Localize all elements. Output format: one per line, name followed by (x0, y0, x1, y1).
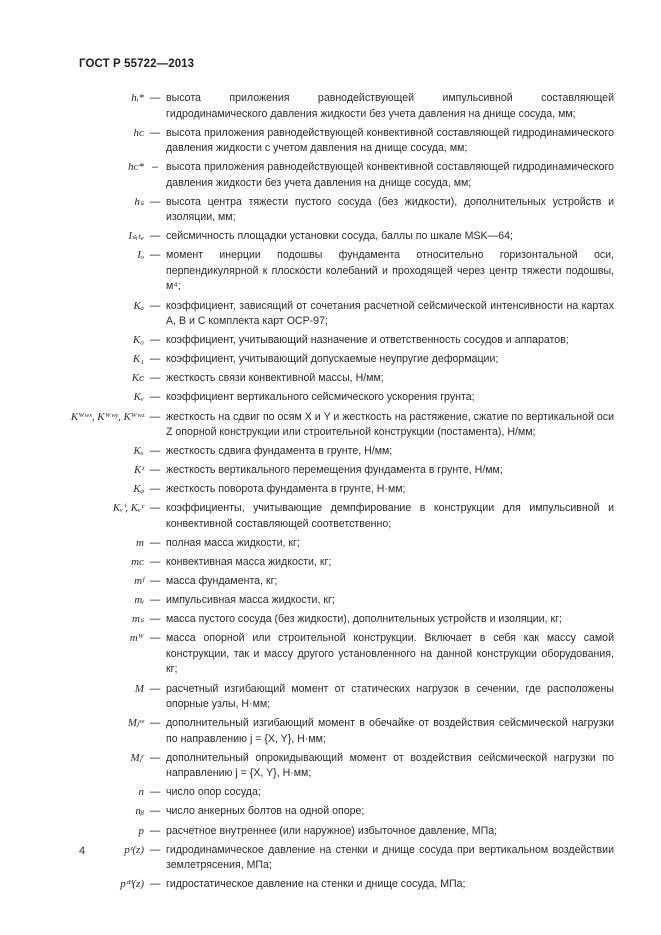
definition-row (0, 824, 661, 840)
definition-row (0, 248, 661, 295)
definition-symbol: m (136, 537, 144, 549)
definition-text: гидродинамическое давление на стенки и днище сосуда при вертикальном воздействии землетрясения, МПа; (166, 843, 614, 872)
definition-symbol: pᶻ(z) (124, 843, 144, 856)
definition-text: жесткость сдвига фундамента в грунте, Н/мм; (166, 445, 393, 458)
definition-dash: — (149, 464, 161, 477)
definition-dash: — (149, 445, 161, 458)
definition-symbol: Mⱼˢᵉ (127, 717, 144, 730)
definition-symbol: mᵢ (134, 594, 144, 607)
definition-dash: – (152, 161, 158, 174)
definition-text: коэффициент, зависящий от сочетания расчетной сейсмической интенсивности на картах А, В и С комплекта карт ОСР-97; (166, 299, 614, 328)
definition-symbol: mᶠ (134, 575, 144, 588)
definition-text: расчетное внутреннее (или наружное) избыточное давление, МПа; (166, 824, 498, 837)
definition-dash: — (149, 230, 161, 243)
definition-dash: — (149, 502, 161, 515)
definition-symbol: Iₛᵢₜₑ (128, 230, 144, 243)
definition-text: дополнительный опрокидывающий момент от воздействия сейсмической нагрузки по направлению j = {X, Y}, Н·мм; (166, 751, 614, 780)
definition-row (0, 352, 661, 368)
definition-symbol: Kₐ (133, 299, 144, 312)
definition-dash: — (149, 556, 161, 569)
definition-text: дополнительный изгибающий момент в обечайке от воздействия сейсмической нагрузки по направлению j = {X, Y}, Н·мм; (166, 717, 614, 745)
definition-symbol: hₛ (134, 195, 144, 208)
definition-row (0, 682, 661, 713)
definition-text: коэффициент, учитывающий назначение и ответственность сосудов и аппаратов; (166, 334, 569, 347)
definition-text: импульсивная масса жидкости, кг; (166, 594, 335, 607)
definition-dash: — (149, 824, 161, 837)
definition-text: гидростатическое давление на стенки и днище сосуда, МПа; (166, 878, 466, 891)
definition-symbol: Kᵥⁱ, Kᵥᶜ (112, 502, 144, 515)
definition-symbol: pᶻᴴ(z) (120, 878, 144, 891)
definition-dash: — (149, 92, 161, 104)
definition-row (0, 333, 661, 349)
definition-row (0, 631, 661, 678)
definition-dash: — (149, 249, 161, 262)
definition-text: высота центра тяжести пустого сосуда (без жидкости), дополнительных устройств и изоляции, мм; (166, 195, 614, 224)
definition-text: жесткость на сдвиг по осям X и Y и жесткость на растяжение, сжатие по вертикальной оси Z опорной конструкции или строительной конструкции (постамента), Н/мм; (166, 410, 614, 439)
definition-symbol: mₛ (131, 613, 144, 626)
definition-dash: — (149, 843, 161, 856)
document-header: ГОСТ Р 55722—2013 (79, 58, 195, 70)
definition-text: коэффициенты, учитывающие демпфирование в конструкции для импульсивной и конвективной составляющей соответственно; (166, 502, 614, 530)
definition-dash: — (149, 613, 161, 626)
definition-symbol: p (138, 824, 144, 837)
definition-text: коэффициент вертикального сейсмического ускорения грунта; (166, 391, 475, 404)
definition-row (0, 612, 661, 628)
definition-symbol: mᴄ (131, 556, 144, 569)
definition-symbol: Kₓ (133, 445, 144, 458)
definition-row (0, 371, 661, 387)
definition-row (0, 593, 661, 609)
definition-row (0, 410, 661, 441)
definition-dash: — (149, 632, 161, 645)
definition-row (0, 91, 661, 122)
definition-dash: — (149, 391, 161, 404)
definition-row (0, 843, 661, 874)
definition-dash: — (149, 483, 161, 496)
definition-text: момент инерции подошвы фундамента относительно горизонтальной оси, перпендикулярной к плоскости колебаний и проходящей через центр тяжести подошвы, м⁴; (166, 249, 614, 293)
definition-dash: — (149, 126, 161, 139)
definition-row (0, 444, 661, 460)
definition-row (0, 463, 661, 479)
definition-symbol: hᵢ* (131, 92, 144, 104)
definition-text: жесткость связи конвективной массы, Н/мм; (166, 372, 384, 385)
definition-text: число анкерных болтов на одной опоре; (166, 805, 365, 818)
definition-text: масса опорной или строительной конструкции. Включает в себя как массу самой конструкции, так и массу другого установленного на данной конструкции оборудования, кг; (166, 632, 614, 676)
definition-text: число опор сосуда; (166, 786, 261, 799)
definition-row (0, 536, 661, 552)
definition-text: высота приложения равнодействующей импульсивной составляющей гидродинамического давления жидкости без учета давления на днище сосуда, мм; (166, 92, 614, 120)
definition-symbol: hᴄ (133, 126, 144, 139)
page-number: 4 (79, 845, 86, 857)
definition-dash: — (149, 786, 161, 799)
definition-text: масса фундамента, кг; (166, 575, 278, 588)
definition-text: высота приложения равнодействующей конвективной составляющей гидродинамического давления жидкости без учета давления на днище сосуда, мм; (166, 161, 614, 189)
definition-dash: — (149, 410, 161, 423)
definition-symbol: Kᵥ (133, 391, 144, 404)
definition-dash: — (149, 594, 161, 607)
definition-text: высота приложения равнодействующей конвективной составляющей гидродинамического давления жидкости с учетом давления на днище сосуда, мм; (166, 126, 614, 155)
definition-dash: — (149, 537, 161, 549)
definition-symbol: n (138, 786, 144, 799)
definition-text: сейсмичность площадки установки сосуда, баллы по шкале MSK—64; (166, 230, 513, 243)
definition-dash: — (149, 575, 161, 588)
definition-row (0, 482, 661, 498)
definition-symbol: M (134, 682, 144, 695)
definition-row (0, 751, 661, 782)
definition-text: жесткость поворота фундамента в грунте, Н·мм; (166, 483, 406, 496)
definition-dash: — (149, 334, 161, 347)
definition-row (0, 160, 661, 191)
definition-row (0, 229, 661, 245)
definition-symbol: Kᵂʷˣ, Kᵂʷʸ, Kᵂʷᶻ (70, 410, 144, 423)
definition-symbol: hᴄ* (128, 161, 144, 174)
definition-dash: — (149, 878, 161, 891)
definition-symbol: K₀ (132, 334, 144, 347)
definition-dash: — (149, 805, 161, 818)
definition-row (0, 195, 661, 226)
definition-dash: — (149, 717, 161, 730)
definition-row (0, 804, 661, 820)
definition-dash: — (149, 195, 161, 208)
definition-dash: — (149, 751, 161, 764)
definition-text: жесткость вертикального перемещения фундамента в грунте, Н/мм; (166, 464, 503, 477)
definition-row (0, 299, 661, 330)
definition-symbol: mᵂ (129, 632, 144, 645)
definition-dash: — (149, 682, 161, 695)
definition-text: конвективная масса жидкости, кг; (166, 556, 332, 569)
definition-symbol: Iₒ (137, 249, 144, 262)
definition-row (0, 126, 661, 157)
definition-row (0, 574, 661, 590)
definition-dash: — (149, 353, 161, 366)
definition-symbol: nᵦ (135, 805, 144, 818)
definition-row (0, 785, 661, 801)
definition-symbol: Kᶻ (134, 464, 144, 477)
definition-row (0, 555, 661, 571)
definition-dash: — (149, 372, 161, 385)
definition-symbol: Kᵩ (133, 483, 144, 496)
definition-text: расчетный изгибающий момент от статических нагрузок в сечении, где расположены опорные узлы, Н·мм; (166, 682, 614, 711)
definition-row (0, 716, 661, 747)
definition-row (0, 390, 661, 406)
definitions-list (0, 91, 661, 896)
definition-symbol: K₁ (132, 353, 144, 366)
definition-symbol: Mⱼʳ (130, 751, 144, 764)
definition-symbol: Kᴄ (131, 372, 144, 385)
definition-text: коэффициент, учитывающий допускаемые неупругие деформации; (166, 353, 499, 366)
definition-text: масса пустого сосуда (без жидкости), дополнительных устройств и изоляции, кг; (166, 613, 562, 626)
definition-text: полная масса жидкости, кг; (166, 537, 300, 549)
definition-row (0, 501, 661, 532)
definition-dash: — (149, 299, 161, 312)
definition-row (0, 877, 661, 893)
